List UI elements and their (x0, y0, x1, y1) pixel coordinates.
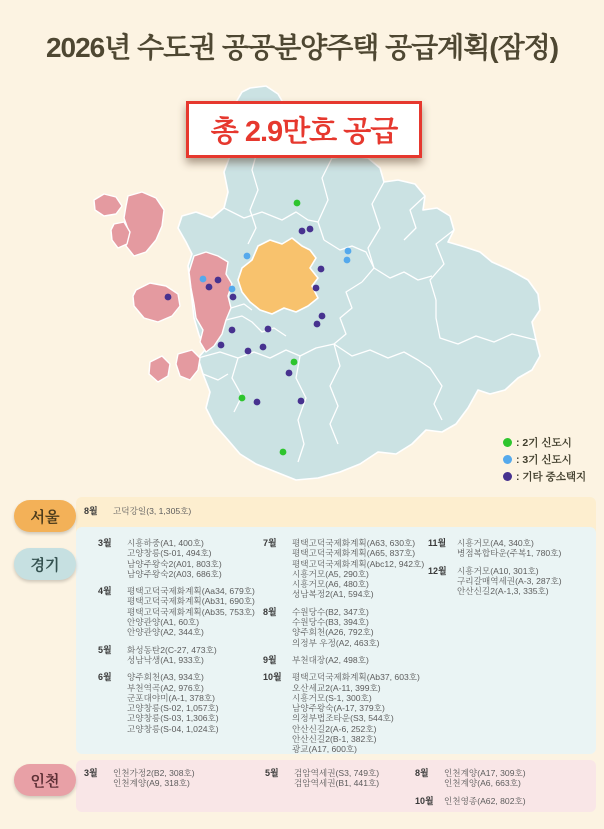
map-dot-green (294, 200, 301, 207)
site-item: 군포대야미(A-1, 378호) (127, 692, 216, 703)
month-entry (98, 672, 255, 734)
site-item: 시흥거모(A6, 480호) (292, 579, 369, 590)
gyeonggi-supply-panel (76, 527, 596, 754)
map-dot-purple (299, 228, 306, 235)
site-item: 인천계양(A9, 318호) (113, 778, 190, 789)
site-list (444, 796, 526, 806)
site-item: 평택고덕국제화계획(Ab31, 690호) (127, 596, 255, 607)
map-dot-blue (344, 257, 351, 264)
map-dot-purple (260, 344, 267, 351)
purple-dot-icon (503, 472, 512, 481)
map-dot-green (291, 359, 298, 366)
month-entry (415, 768, 526, 789)
map-dot-purple (165, 294, 172, 301)
site-list (292, 538, 424, 600)
site-item: 성남낙생(A1, 933호) (127, 654, 204, 665)
site-list (292, 655, 369, 665)
month-label: 12월 (428, 565, 447, 576)
incheon-island (149, 356, 170, 382)
site-item: 안산신길2(A-6, 252호) (292, 723, 377, 734)
legend-label: : 3기 신도시 (516, 454, 572, 466)
month-entry (415, 796, 526, 806)
schedule-column (428, 538, 562, 603)
site-item: 부천역곡(A2, 976호) (127, 682, 204, 693)
month-entry (263, 655, 424, 665)
map-dot-blue (345, 248, 352, 255)
site-item: 인천계양(A6, 663호) (444, 778, 521, 789)
site-list (294, 768, 379, 789)
green-dot-icon (503, 438, 512, 447)
map-dot-purple (245, 348, 252, 355)
site-item: 인천계양(A17, 309호) (444, 768, 526, 778)
site-item: 평택고덕국제화계획(A65, 837호) (292, 548, 416, 559)
site-item: 구리갈매역세권(A-3, 287호) (457, 575, 562, 586)
schedule-column (98, 538, 255, 741)
site-item: 의정부법조타운(S3, 544호) (292, 713, 394, 724)
schedule-column (263, 538, 424, 762)
month-entry (263, 672, 424, 754)
site-item: 시흥하중(A1, 400호) (127, 538, 204, 548)
site-list (113, 768, 195, 789)
site-item: 평택고덕국제화계획(A63, 630호) (292, 538, 416, 548)
schedule-column (415, 768, 526, 813)
month-entry (98, 538, 255, 579)
month-entry (428, 566, 562, 597)
incheon-island (111, 222, 130, 248)
map-dot-purple (215, 277, 222, 284)
month-entry (98, 586, 255, 637)
site-item: 평택고덕국제화계획(Aa34, 679호) (127, 586, 255, 597)
map-dot-purple (298, 398, 305, 405)
map-dot-purple (254, 399, 261, 406)
legend-item (503, 469, 586, 484)
site-list (127, 645, 217, 666)
site-item: 안산신길2(B-1, 382호) (292, 734, 377, 745)
site-item: 시흥거모(A4, 340호) (457, 538, 534, 548)
map-dot-purple (229, 327, 236, 334)
map-dot-blue (244, 253, 251, 260)
legend-item (503, 435, 586, 450)
month-label: 3월 (84, 768, 98, 778)
map-dot-purple (286, 370, 293, 377)
site-list (127, 586, 255, 637)
blue-dot-icon (503, 455, 512, 464)
site-item: 검암역세권(B1, 441호) (294, 778, 380, 789)
month-label: 5월 (98, 644, 112, 655)
month-label: 9월 (263, 654, 277, 665)
map-dot-purple (265, 326, 272, 333)
month-label: 5월 (265, 768, 279, 778)
site-item: 남양주왕숙2(A03, 686호) (127, 568, 222, 579)
incheon-island (176, 350, 200, 380)
site-item: 안양관양(A2, 344호) (127, 627, 204, 638)
schedule-column (84, 768, 195, 796)
legend-label: : 2기 신도시 (516, 437, 572, 449)
site-list (127, 672, 219, 734)
site-item: 시흥거모(S-1, 300호) (292, 692, 372, 703)
site-item: 양주회천(A26, 792호) (292, 627, 374, 638)
map-dot-green (239, 395, 246, 402)
month-entry (263, 538, 424, 600)
site-item: 고양창릉(S-02, 1,057호) (127, 703, 219, 714)
month-label: 11월 (428, 538, 447, 548)
site-list (292, 607, 380, 648)
site-item: 병점복합타운(주복1, 780호) (457, 548, 562, 559)
site-item: 인천가정2(B2, 308호) (113, 768, 195, 778)
map-dot-purple (319, 313, 326, 320)
site-item: 남양주왕숙2(A01, 803호) (127, 558, 222, 569)
site-item: 안양관양(A1, 60호) (127, 617, 200, 628)
site-item: 부천대장(A2, 498호) (292, 654, 369, 665)
site-item: 인천영종(A62, 802호) (444, 795, 526, 806)
legend-item (503, 452, 586, 467)
site-item: 의정부 우정(A2, 463호) (292, 637, 380, 648)
map-dot-blue (200, 276, 207, 283)
site-item: 성남복정2(A1, 594호) (292, 589, 374, 600)
site-item: 수원당수(B2, 347호) (292, 606, 369, 617)
month-label: 8월 (84, 506, 98, 516)
total-supply-text: 총 2.9만호 공급 (210, 116, 398, 148)
month-entry (263, 607, 424, 648)
site-item: 고양창릉(S-03, 1,306호) (127, 713, 219, 724)
month-label: 8월 (415, 768, 429, 778)
schedule-column (84, 506, 191, 523)
site-item: 안산신길2(A-1,3, 335호) (457, 586, 549, 597)
map-dot-green (280, 449, 287, 456)
section-pill-seoul: 서울 (14, 500, 76, 532)
site-list (457, 538, 561, 559)
incheon-island (133, 283, 180, 322)
month-label: 3월 (98, 538, 112, 548)
month-label: 6월 (98, 672, 112, 683)
month-entry (98, 645, 255, 666)
map-dot-purple (318, 266, 325, 273)
site-item: 시흥거모(A5, 290호) (292, 568, 369, 579)
site-item: 검암역세권(S3, 749호) (294, 768, 380, 778)
site-item: 평택고덕국제화계획(Ab37, 603호) (292, 672, 420, 683)
legend-label: : 기타 중소택지 (516, 471, 587, 483)
incheon-supply-panel (76, 760, 596, 812)
schedule-column (265, 768, 379, 796)
site-item: 화성동탄2(C-27, 473호) (127, 644, 217, 655)
site-item: 평택고덕국제화계획(Ab35, 753호) (127, 606, 255, 617)
section-pill-gyeonggi: 경기 (14, 548, 76, 580)
map-dot-purple (307, 226, 314, 233)
site-list (457, 566, 562, 597)
month-label: 8월 (263, 606, 277, 617)
month-label: 7월 (263, 538, 277, 548)
month-entry (428, 538, 562, 559)
month-entry (265, 768, 379, 789)
map-dot-purple (230, 294, 237, 301)
site-item: 고양창릉(S-04, 1,024호) (127, 723, 219, 734)
month-label: 4월 (98, 586, 112, 597)
site-list (444, 768, 526, 789)
page-title: 2026년 수도권 공공분양주택 공급계획(잠정) (45, 32, 559, 63)
map-dot-purple (218, 342, 225, 349)
site-item: 고양창릉(S-01, 494호) (127, 548, 212, 559)
month-entry (84, 506, 191, 516)
site-item: 수원당수(B3, 394호) (292, 617, 369, 628)
map-dot-purple (206, 284, 213, 291)
site-item: 양주회천(A3, 934호) (127, 672, 204, 683)
incheon-island (94, 194, 122, 216)
map-dot-purple (314, 321, 321, 328)
site-item: 시흥거모(A10, 301호) (457, 565, 539, 576)
month-label: 10월 (415, 795, 434, 806)
site-item: 평택고덕국제화계획(Abc12, 942호) (292, 558, 425, 569)
map-dot-blue (229, 286, 236, 293)
site-list (127, 538, 222, 579)
total-supply-badge (186, 101, 422, 158)
month-entry (84, 768, 195, 789)
site-item: 고덕강일(3, 1,305호) (113, 506, 192, 516)
month-label: 10월 (263, 672, 282, 683)
site-list (113, 506, 191, 516)
map-dot-purple (313, 285, 320, 292)
site-item: 광교(A17, 600호) (292, 744, 358, 755)
incheon-island (124, 192, 164, 256)
map-legend (503, 435, 586, 486)
site-list (292, 672, 420, 754)
site-item: 오산세교2(A-11, 399호) (292, 682, 381, 693)
section-pill-incheon: 인천 (14, 764, 76, 796)
site-item: 남양주왕숙(A-17, 379호) (292, 703, 385, 714)
